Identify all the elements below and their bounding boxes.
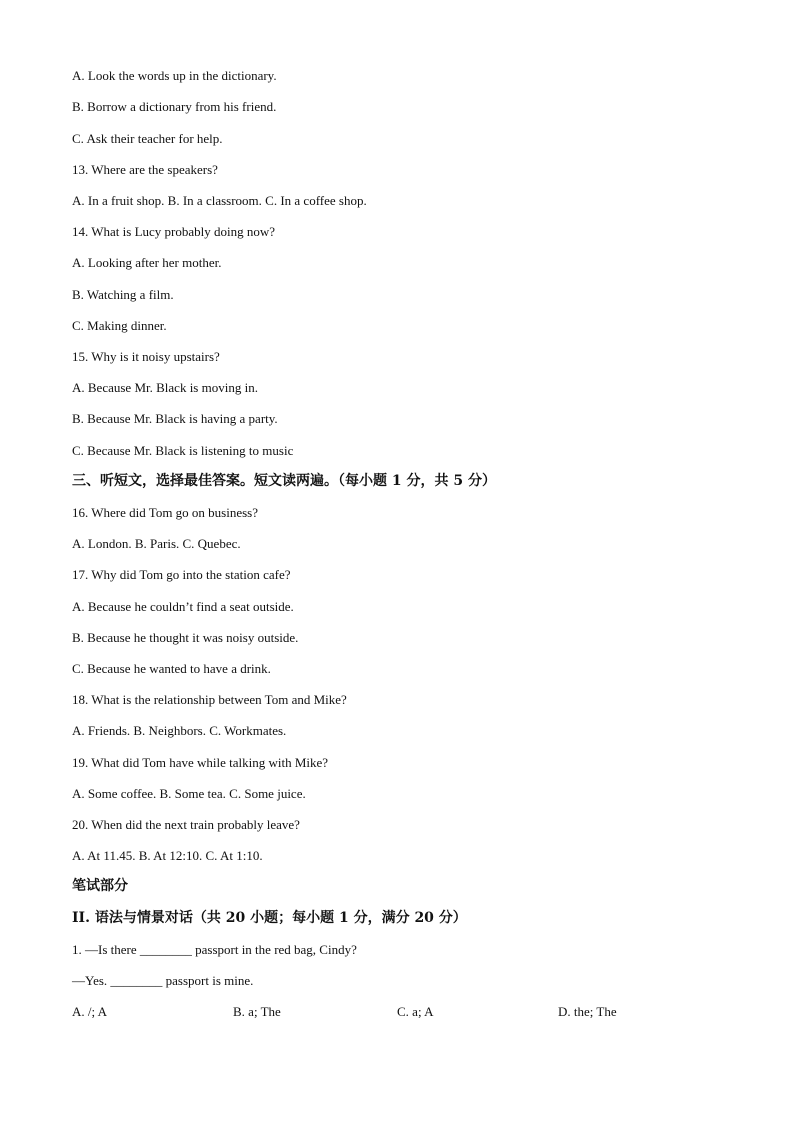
option-line: A. In a fruit shop. B. In a classroom. C. In a coffee shop. bbox=[72, 193, 367, 208]
option-line: C. Ask their teacher for help. bbox=[72, 131, 223, 146]
option-a: A. /; A bbox=[72, 1004, 108, 1019]
question-line: 18. What is the relationship between Tom and Mike? bbox=[72, 692, 347, 707]
question-line: 19. What did Tom have while talking with Mike? bbox=[72, 755, 329, 770]
option-b: B. a; The bbox=[233, 1004, 281, 1019]
question-line: —Yes. ________ passport is mine. bbox=[72, 973, 254, 988]
section-heading: 笔试部分 bbox=[72, 878, 128, 894]
option-line: A. Looking after her mother. bbox=[72, 255, 222, 270]
question-line: 16. Where did Tom go on business? bbox=[72, 505, 259, 520]
question-line: 15. Why is it noisy upstairs? bbox=[72, 349, 220, 364]
option-line: A. Because Mr. Black is moving in. bbox=[72, 380, 258, 395]
question-line: 13. Where are the speakers? bbox=[72, 162, 218, 177]
option-line: B. Watching a film. bbox=[72, 287, 174, 302]
option-line: A. Look the words up in the dictionary. bbox=[72, 68, 277, 83]
question-line: 17. Why did Tom go into the station cafe? bbox=[72, 567, 291, 582]
option-line: A. Because he couldn’t find a seat outside. bbox=[72, 599, 294, 614]
question-line: 14. What is Lucy probably doing now? bbox=[72, 224, 276, 239]
option-line: A. London. B. Paris. C. Quebec. bbox=[72, 536, 241, 551]
option-line: A. Some coffee. B. Some tea. C. Some juice. bbox=[72, 786, 306, 801]
option-line: B. Because he thought it was noisy outside. bbox=[72, 630, 299, 645]
section-heading: 三、听短文，选择最佳答案。短文读两遍。（每小题 1 分，共 5 分） bbox=[72, 473, 496, 489]
option-line: B. Borrow a dictionary from his friend. bbox=[72, 99, 277, 114]
option-line: C. Because Mr. Black is listening to music bbox=[72, 443, 294, 458]
option-line: B. Because Mr. Black is having a party. bbox=[72, 411, 278, 426]
option-line: A. Friends. B. Neighbors. C. Workmates. bbox=[72, 723, 287, 738]
option-c: C. a; A bbox=[397, 1004, 434, 1019]
option-line: C. Making dinner. bbox=[72, 318, 167, 333]
option-line: A. At 11.45. B. At 12:10. C. At 1:10. bbox=[72, 848, 263, 863]
question-line: 20. When did the next train probably leave? bbox=[72, 817, 300, 832]
section-heading: II. 语法与情景对话（共 20 小题；每小题 1 分，满分 20 分） bbox=[72, 910, 467, 926]
option-line: C. Because he wanted to have a drink. bbox=[72, 661, 271, 676]
question-line: 1. —Is there ________ passport in the red bag, Cindy? bbox=[72, 942, 357, 957]
option-d: D. the; The bbox=[558, 1004, 617, 1019]
